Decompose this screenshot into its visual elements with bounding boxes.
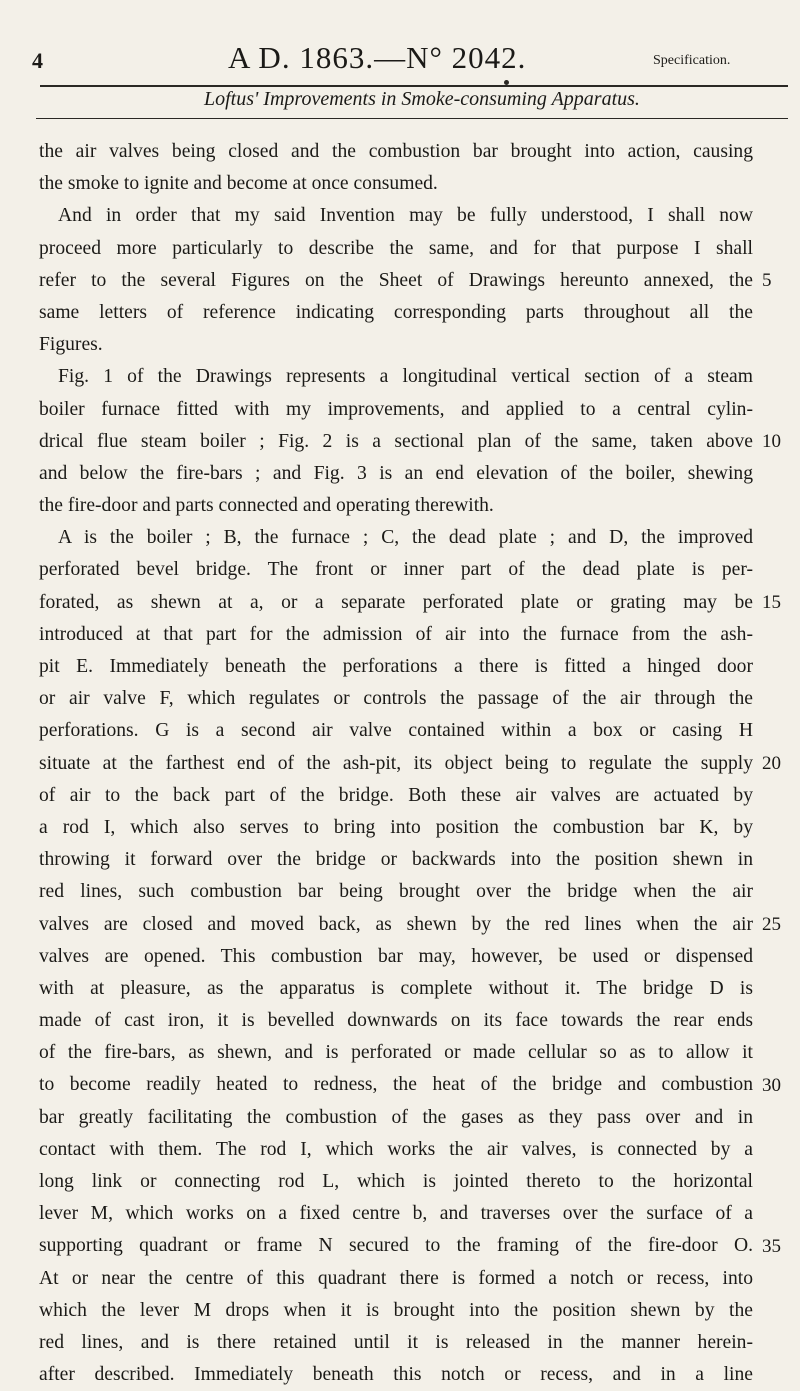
margin-line-number: 20 bbox=[762, 753, 781, 774]
text-line: perforated bevel bridge. The front or inner part of the dead plate is per- bbox=[39, 559, 753, 581]
text-line: the smoke to ignite and become at once consumed. bbox=[39, 173, 438, 195]
text-line: the air valves being closed and the combustion bar brought into action, causing bbox=[39, 141, 753, 162]
body-text bbox=[39, 136, 753, 1391]
text-line: lever M, which works on a fixed centre b, and traverses over the surface of a bbox=[39, 1203, 753, 1225]
text-line: a rod I, which also serves to bring into position the combustion bar K, by bbox=[39, 816, 753, 838]
text-line: proceed more particularly to describe the same, and for that purpose I shall bbox=[39, 237, 753, 259]
text-line: to become readily heated to redness, the heat of the bridge and combustion bbox=[39, 1074, 753, 1096]
margin-line-number: 25 bbox=[762, 914, 781, 935]
section-label: Specification. bbox=[653, 53, 731, 68]
text-line: And in order that my said Invention may be fully understood, I shall now bbox=[58, 205, 753, 227]
margin-line-number: 35 bbox=[762, 1236, 781, 1257]
text-line: made of cast iron, it is bevelled downwards on its face towards the rear ends bbox=[39, 1010, 753, 1032]
text-line: with at pleasure, as the apparatus is complete without it. The bridge D is bbox=[39, 977, 753, 999]
text-line: red lines, and is there retained until it is released in the manner herein- bbox=[39, 1331, 753, 1353]
text-line: perforations. G is a second air valve contained within a box or casing H bbox=[39, 720, 753, 742]
margin-line-number: 15 bbox=[762, 592, 781, 613]
text-line: Fig. 1 of the Drawings represents a longitudinal vertical section of a steam bbox=[58, 366, 753, 388]
header-dot bbox=[504, 80, 509, 85]
text-line: long link or connecting rod L, which is jointed thereto to the horizontal bbox=[39, 1171, 753, 1192]
text-line: Figures. bbox=[39, 334, 103, 356]
text-line: same letters of reference indicating corresponding parts throughout all the bbox=[39, 301, 753, 323]
margin-line-number: 5 bbox=[762, 270, 772, 291]
margin-line-number: 30 bbox=[762, 1075, 781, 1096]
header-rule bbox=[40, 85, 788, 87]
text-line: bar greatly facilitating the combustion of the gases as they pass over and in bbox=[39, 1106, 753, 1128]
text-line: situate at the farthest end of the ash-pit, its object being to regulate the supply bbox=[39, 752, 753, 774]
text-line: introduced at that part for the admission of air into the furnace from the ash- bbox=[39, 623, 753, 645]
text-line: red lines, such combustion bar being brought over the bridge when the air bbox=[39, 881, 753, 903]
text-line: supporting quadrant or frame N secured to the framing of the fire-door O. bbox=[39, 1235, 753, 1257]
text-line: forated, as shewn at a, or a separate perforated plate or grating may be bbox=[39, 591, 753, 613]
subtitle-rule bbox=[36, 118, 788, 119]
text-line: drical flue steam boiler ; Fig. 2 is a sectional plan of the same, taken above bbox=[39, 430, 753, 452]
text-line: contact with them. The rod I, which works the air valves, is connected by a bbox=[39, 1138, 753, 1160]
text-line: of the fire-bars, as shewn, and is perforated or made cellular so as to allow it bbox=[39, 1042, 753, 1064]
text-line: which the lever M drops when it is brought into the position shewn by the bbox=[39, 1299, 753, 1321]
page-header bbox=[0, 10, 800, 75]
text-line: At or near the centre of this quadrant there is formed a notch or recess, into bbox=[39, 1267, 753, 1289]
text-line: the fire-door and parts connected and operating therewith. bbox=[39, 495, 494, 517]
text-line: throwing it forward over the bridge or backwards into the position shewn in bbox=[39, 849, 753, 871]
text-line: of air to the back part of the bridge. Both these air valves are actuated by bbox=[39, 784, 753, 806]
margin-line-number: 10 bbox=[762, 431, 781, 452]
text-line: valves are closed and moved back, as shewn by the red lines when the air bbox=[39, 913, 753, 935]
text-line: refer to the several Figures on the Sheet of Drawings hereunto annexed, the bbox=[39, 269, 753, 291]
text-line: A is the boiler ; B, the furnace ; C, the dead plate ; and D, the improved bbox=[58, 527, 753, 549]
running-subtitle: Loftus' Improvements in Smoke-consuming Apparatus. bbox=[204, 88, 640, 110]
page-number: 4 bbox=[32, 48, 43, 73]
patent-title: A D. 1863.—N° 2042. bbox=[228, 40, 527, 75]
text-line: boiler furnace fitted with my improvements, and applied to a central cylin- bbox=[39, 398, 753, 420]
text-line: or air valve F, which regulates or controls the passage of the air through the bbox=[39, 688, 753, 710]
text-line: and below the fire-bars ; and Fig. 3 is an end elevation of the boiler, shewing bbox=[39, 462, 753, 484]
text-line: pit E. Immediately beneath the perforations a there is fitted a hinged door bbox=[39, 656, 753, 677]
text-line: after described. Immediately beneath this notch or recess, and in a line bbox=[39, 1364, 753, 1386]
text-line: valves are opened. This combustion bar may, however, be used or dispensed bbox=[39, 945, 753, 967]
